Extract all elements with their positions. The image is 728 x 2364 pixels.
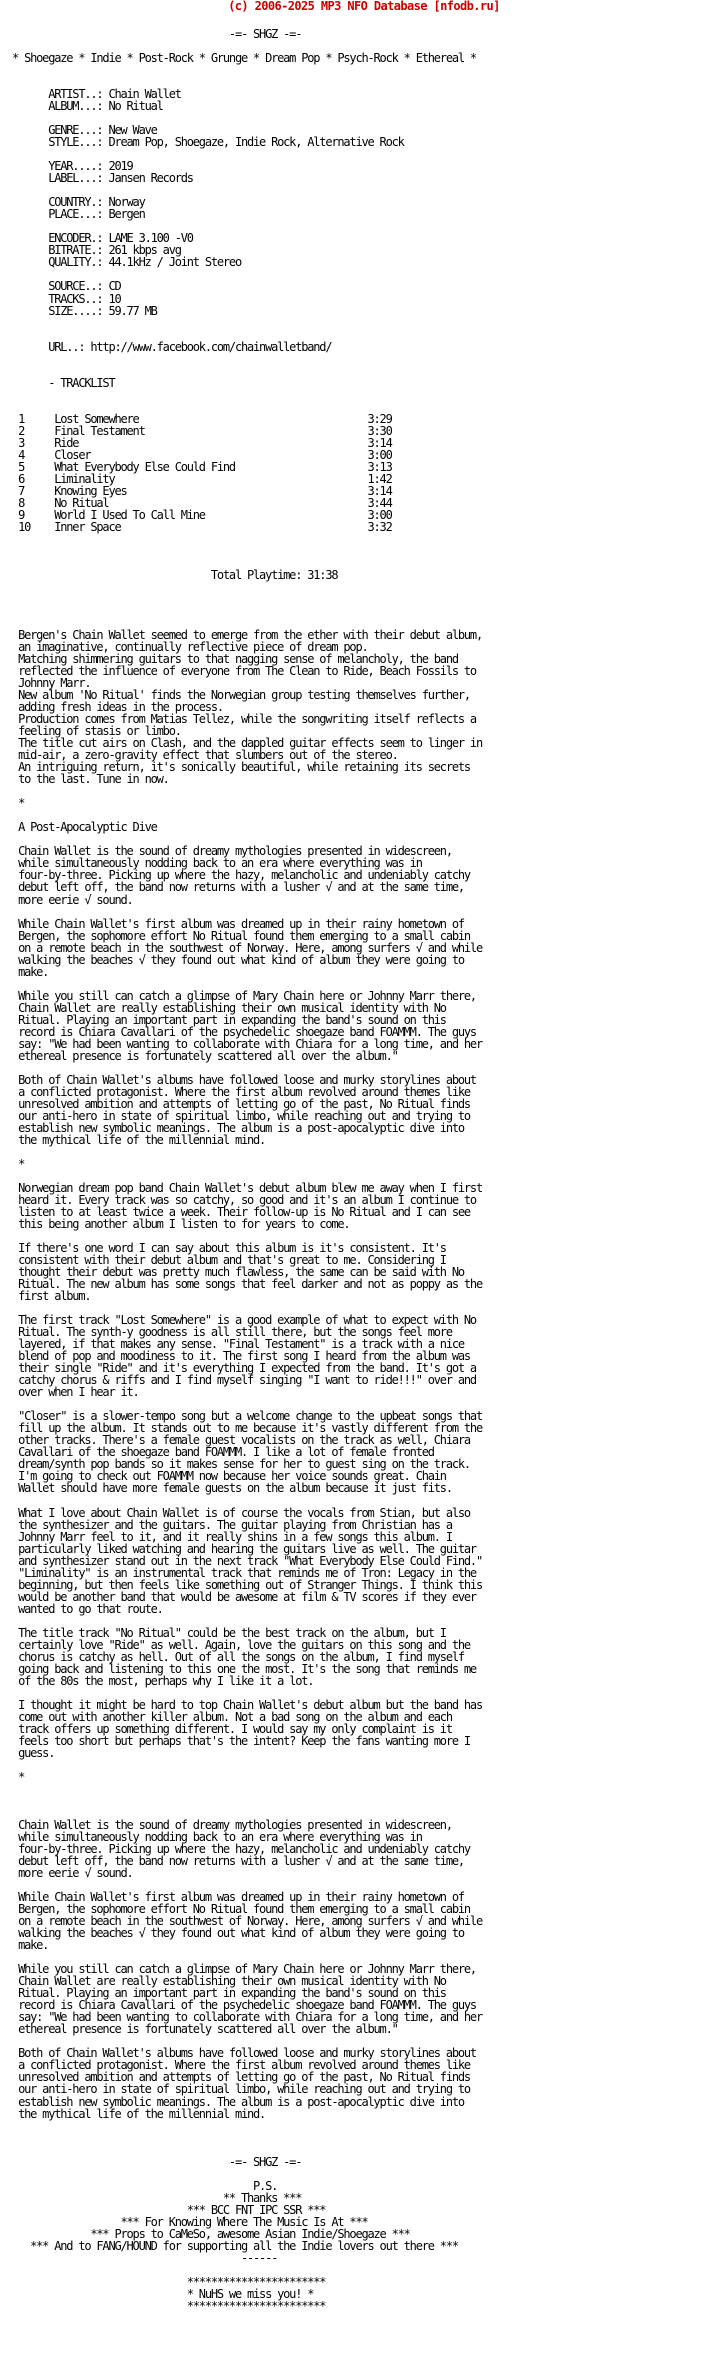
nfo-line: Bergen's Chain Wallet seemed to emerge from the ether with their debut album,	[0, 628, 482, 642]
nfo-line: *** Props to CaMeSo, awesome Asian Indie/Shoegaze ***	[0, 2226, 410, 2241]
nfo-line: blend of pop and moodiness to it. The first song I heard from the album was	[0, 1349, 470, 1364]
nfo-line: Both of Chain Wallet's albums have followed loose and murky storylines about	[0, 1072, 476, 1087]
nfo-line: ** Thanks ***	[0, 2190, 302, 2205]
nfo-line: *** For Knowing Where The Music Is At ***	[0, 2214, 368, 2229]
nfo-line: establish new symbolic meanings. The album is a post-apocalyptic dive into	[0, 2094, 464, 2109]
nfo-line: Chain Wallet is the sound of dreamy mythologies presented in widescreen,	[0, 844, 452, 859]
nfo-line: The title track "No Ritual" could be the best track on the album, but I	[0, 1625, 446, 1640]
nfo-line: thought their debut was pretty much flawless, the same can be said with No	[0, 1265, 464, 1280]
nfo-line: Cavallari of the shoegaze band FOAMMM. I like a lot of female fronted	[0, 1445, 434, 1460]
nfo-line: beginning, but then feels like something out of Stranger Things. I think this	[0, 1577, 482, 1592]
nfo-line: *** BCC FNT IPC SSR ***	[0, 2202, 326, 2217]
nfo-line: While Chain Wallet's first album was dreamed up in their rainy hometown of	[0, 1890, 464, 1905]
nfo-line: Chain Wallet are really establishing their own musical identity with No	[0, 1000, 446, 1015]
nfo-line: Ritual. The new album has some songs that feel darker and not as poppy as the	[0, 1277, 482, 1292]
nfo-line: an imaginative, continually reflective piece of dream pop.	[0, 640, 368, 654]
nfo-line: Ritual. Playing an important part in expanding the band's sound on this	[0, 1986, 446, 2001]
nfo-line: feeling of stasis or limbo.	[0, 724, 181, 739]
nfo-line: -=- SHGZ -=-	[0, 2154, 302, 2169]
nfo-line: fill up the album. It stands out to me because it's vastly different from the	[0, 1421, 482, 1436]
nfo-line: 9 World I Used To Call Mine 3:00	[0, 507, 392, 522]
nfo-line: ethereal presence is fortunately scattered all over the album."	[0, 2022, 398, 2037]
nfo-line: record is Chiara Cavallari of the psychedelic shoegaze band FOAMMM. The guys	[0, 1024, 476, 1039]
nfo-line: of the 80s the most, perhaps why I like it a lot.	[0, 1673, 314, 1688]
nfo-line: make.	[0, 964, 49, 979]
nfo-line: LABEL...: Jansen Records	[0, 171, 193, 186]
nfo-line: * Shoegaze * Indie * Post-Rock * Grunge * Dream Pop * Psych-Rock * Ethereal *	[0, 51, 476, 66]
nfo-line: the mythical life of the millennial mind.	[0, 1132, 266, 1147]
nfo-line: ALBUM...: No Ritual	[0, 99, 163, 114]
nfo-line: New album 'No Ritual' finds the Norwegian group testing themselves further,	[0, 688, 470, 703]
nfo-line: particularly liked watching and hearing the guitars live as well. The guitar	[0, 1541, 476, 1556]
nfo-line: establish new symbolic meanings. The album is a post-apocalyptic dive into	[0, 1120, 464, 1135]
nfo-line: BITRATE.: 261 kbps avg	[0, 243, 181, 258]
nfo-line: 3 Ride 3:14	[0, 435, 392, 450]
nfo-line: mid-air, a zero-gravity effect that slumbers out of the stereo.	[0, 748, 398, 763]
nfo-line: debut left off, the band now returns with a lusher √ and at the same time,	[0, 1854, 464, 1869]
nfo-line: While Chain Wallet's first album was dreamed up in their rainy hometown of	[0, 916, 464, 931]
nfo-line: *	[0, 1769, 25, 1784]
nfo-line: Chain Wallet is the sound of dreamy mythologies presented in widescreen,	[0, 1818, 452, 1832]
nfo-line: URL..: http://www.facebook.com/chainwalletband/	[0, 339, 332, 354]
nfo-line: COUNTRY.: Norway	[0, 195, 145, 210]
nfo-line: on a remote beach in the southwest of Norway. Here, among surfers √ and while	[0, 940, 482, 955]
nfo-line: feels too short but perhaps that's the intent? Keep the fans wanting more I	[0, 1733, 470, 1748]
nfo-line: first album.	[0, 1289, 91, 1304]
nfo-line: and synthesizer stand out in the next track "What Everybody Else Could Find."	[0, 1553, 482, 1568]
nfo-line: What I love about Chain Wallet is of course the vocals from Stian, but also	[0, 1505, 470, 1520]
nfo-line: Ritual. Playing an important part in expanding the band's sound on this	[0, 1012, 446, 1027]
nfo-line: this being another album I listen to for years to come.	[0, 1217, 350, 1231]
nfo-line: 8 No Ritual 3:44	[0, 495, 392, 510]
nfo-line: reflected the influence of everyone from The Clean to Ride, Beach Fossils to	[0, 664, 476, 679]
nfo-line: catchy chorus & riffs and I find myself singing "I want to ride!!!" over and	[0, 1373, 476, 1388]
nfo-line: The title cut airs on Clash, and the dappled guitar effects seem to linger in	[0, 736, 482, 751]
nfo-line: Johnny Marr feel to it, and it really shins in a few songs this album. I	[0, 1529, 452, 1544]
nfo-line: I thought it might be hard to top Chain Wallet's debut album but the band has	[0, 1697, 482, 1712]
nfo-line: *	[0, 796, 25, 811]
nfo-line: 5 What Everybody Else Could Find 3:13	[0, 459, 392, 474]
nfo-line: track offers up something different. I would say my only complaint is it	[0, 1721, 452, 1736]
nfo-line: more eerie √ sound.	[0, 1866, 133, 1881]
nfo-line: ***********************	[0, 2298, 326, 2313]
nfo-line: a conflicted protagonist. Where the first album revolved around themes like	[0, 1084, 470, 1099]
nfo-line: the mythical life of the millennial mind.	[0, 2106, 266, 2121]
nfo-line: four-by-three. Picking up where the hazy, melancholic and undeniably catchy	[0, 1842, 470, 1856]
nfo-line: TRACKS..: 10	[0, 291, 121, 306]
nfo-line: our anti-hero in state of spiritual limbo, while reaching out and trying to	[0, 2082, 470, 2097]
nfo-line: say: "We had been wanting to collaborate with Chiara for a long time, and her	[0, 1036, 482, 1051]
copyright-header: (c) 2006-2025 MP3 NFO Database [nfodb.ru]	[228, 0, 500, 13]
nfo-line: Both of Chain Wallet's albums have followed loose and murky storylines about	[0, 2046, 476, 2061]
nfo-line: "Liminality" is an instrumental track that reminds me of Tron: Legacy in the	[0, 1565, 476, 1580]
nfo-line: chorus is catchy as hell. Out of all the songs on the album, I find myself	[0, 1649, 464, 1664]
nfo-line: SIZE....: 59.77 MB	[0, 303, 157, 318]
nfo-line: their single "Ride" and it's everything I expected from the band. It's got a	[0, 1361, 476, 1376]
nfo-line: ENCODER.: LAME 3.100 -V0	[0, 231, 193, 246]
nfo-line: An intriguing return, it's sonically beautiful, while retaining its secrets	[0, 760, 470, 775]
nfo-line: unresolved ambition and attempts of letting go of the past, No Ritual finds	[0, 2070, 470, 2085]
nfo-line: I'm going to check out FOAMMM now because her voice sounds great. Chain	[0, 1469, 446, 1484]
nfo-line: Matching shimmering guitars to that nagging sense of melancholy, the band	[0, 652, 458, 667]
nfo-line: certainly love "Ride" as well. Again, love the guitars on this song and the	[0, 1637, 470, 1652]
nfo-line: 10 Inner Space 3:32	[0, 519, 392, 534]
nfo-line: ------	[0, 2250, 278, 2265]
nfo-line: unresolved ambition and attempts of letting go of the past, No Ritual finds	[0, 1096, 470, 1111]
nfo-line: If there's one word I can say about this album is it's consistent. It's	[0, 1241, 446, 1255]
nfo-line: to the last. Tune in now.	[0, 772, 169, 787]
nfo-line: a conflicted protagonist. Where the first album revolved around themes like	[0, 2058, 470, 2073]
nfo-line: 7 Knowing Eyes 3:14	[0, 483, 392, 498]
nfo-line: 1 Lost Somewhere 3:29	[0, 411, 392, 426]
nfo-line: dream/synth pop bands so it makes sense for her to guest sing on the track.	[0, 1457, 470, 1472]
nfo-line: going back and listening to this one the most. It's the song that reminds me	[0, 1661, 476, 1676]
nfo-line: while simultaneously nodding back to an era where everything was in	[0, 1830, 422, 1844]
nfo-line: 4 Closer 3:00	[0, 447, 392, 462]
nfo-line: say: "We had been wanting to collaborate with Chiara for a long time, and her	[0, 2010, 482, 2025]
nfo-line: * NuHS we miss you! *	[0, 2286, 314, 2301]
nfo-line: *** And to FANG/HOUND for supporting all the Indie lovers out there ***	[0, 2238, 458, 2253]
nfo-line: the synthesizer and the guitars. The guitar playing from Christian has a	[0, 1517, 452, 1532]
nfo-line: over when I hear it.	[0, 1385, 139, 1400]
nfo-line: listen to at least twice a week. Their follow-up is No Ritual and I can see	[0, 1205, 470, 1219]
nfo-line: YEAR....: 2019	[0, 159, 133, 174]
nfo-line: 6 Liminality 1:42	[0, 471, 392, 486]
nfo-line: heard it. Every track was so catchy, so good and it's an album I continue to	[0, 1193, 476, 1207]
nfo-line: - TRACKLIST	[0, 375, 115, 390]
nfo-line: Norwegian dream pop band Chain Wallet's debut album blew me away when I first	[0, 1180, 482, 1195]
nfo-line: wanted to go that route.	[0, 1601, 163, 1616]
nfo-line: ***********************	[0, 2274, 326, 2289]
nfo-line: PLACE...: Bergen	[0, 207, 145, 222]
nfo-line: more eerie √ sound.	[0, 892, 133, 907]
nfo-line: *	[0, 1156, 25, 1171]
nfo-line: Ritual. The synth-y goodness is all still there, but the songs feel more	[0, 1325, 452, 1340]
nfo-line: record is Chiara Cavallari of the psychedelic shoegaze band FOAMMM. The guys	[0, 1998, 476, 2013]
nfo-line: make.	[0, 1938, 49, 1953]
nfo-line: -=- SHGZ -=-	[0, 27, 302, 41]
nfo-line: ethereal presence is fortunately scattered all over the album."	[0, 1048, 398, 1063]
nfo-line: walking the beaches √ they found out what kind of album they were going to	[0, 1926, 464, 1941]
nfo-line: while simultaneously nodding back to an era where everything was in	[0, 856, 422, 871]
nfo-line: The first track "Lost Somewhere" is a good example of what to expect with No	[0, 1313, 476, 1328]
nfo-line: Bergen, the sophomore effort No Ritual found them emerging to a small cabin	[0, 928, 470, 943]
nfo-line: Bergen, the sophomore effort No Ritual found them emerging to a small cabin	[0, 1902, 470, 1917]
nfo-line: guess.	[0, 1745, 55, 1760]
nfo-line: ARTIST..: Chain Wallet	[0, 87, 181, 102]
nfo-line: "Closer" is a slower-tempo song but a welcome change to the upbeat songs that	[0, 1409, 482, 1424]
nfo-line: SOURCE..: CD	[0, 279, 121, 294]
nfo-line: debut left off, the band now returns with a lusher √ and at the same time,	[0, 880, 464, 895]
nfo-line: While you still can catch a glimpse of Mary Chain here or Johnny Marr there,	[0, 988, 476, 1003]
nfo-line: Chain Wallet are really establishing their own musical identity with No	[0, 1974, 446, 1989]
nfo-line: GENRE...: New Wave	[0, 123, 157, 138]
nfo-line: on a remote beach in the southwest of Norway. Here, among surfers √ and while	[0, 1914, 482, 1929]
nfo-line: our anti-hero in state of spiritual limbo, while reaching out and trying to	[0, 1108, 470, 1123]
nfo-line: STYLE...: Dream Pop, Shoegaze, Indie Rock, Alternative Rock	[0, 135, 404, 150]
nfo-line: adding fresh ideas in the process.	[0, 700, 223, 715]
nfo-line: layered, if that makes any sense. "Final Testament" is a track with a nice	[0, 1337, 464, 1352]
nfo-line: A Post-Apocalyptic Dive	[0, 820, 157, 835]
nfo-line: other tracks. There's a female guest vocalists on the track as well, Chiara	[0, 1433, 470, 1448]
nfo-line: P.S.	[0, 2178, 278, 2193]
nfo-line: Production comes from Matias Tellez, while the songwriting itself reflects a	[0, 712, 476, 727]
nfo-line: four-by-three. Picking up where the hazy, melancholic and undeniably catchy	[0, 868, 470, 883]
nfo-line: 2 Final Testament 3:30	[0, 423, 392, 438]
nfo-line: consistent with their debut album and that's great to me. Considering I	[0, 1253, 446, 1268]
nfo-line: Wallet should have more female guests on the album because it just fits.	[0, 1481, 452, 1496]
nfo-line: come out with another killer album. Not a bad song on the album and each	[0, 1709, 452, 1724]
nfo-line: Johnny Marr.	[0, 676, 91, 691]
nfo-line: QUALITY.: 44.1kHz / Joint Stereo	[0, 255, 241, 270]
nfo-line: walking the beaches √ they found out what kind of album they were going to	[0, 952, 464, 967]
nfo-line: would be another band that would be awesome at film & TV scores if they ever	[0, 1589, 476, 1604]
nfo-line: Total Playtime: 31:38	[0, 567, 338, 582]
nfo-line: While you still can catch a glimpse of Mary Chain here or Johnny Marr there,	[0, 1962, 476, 1977]
